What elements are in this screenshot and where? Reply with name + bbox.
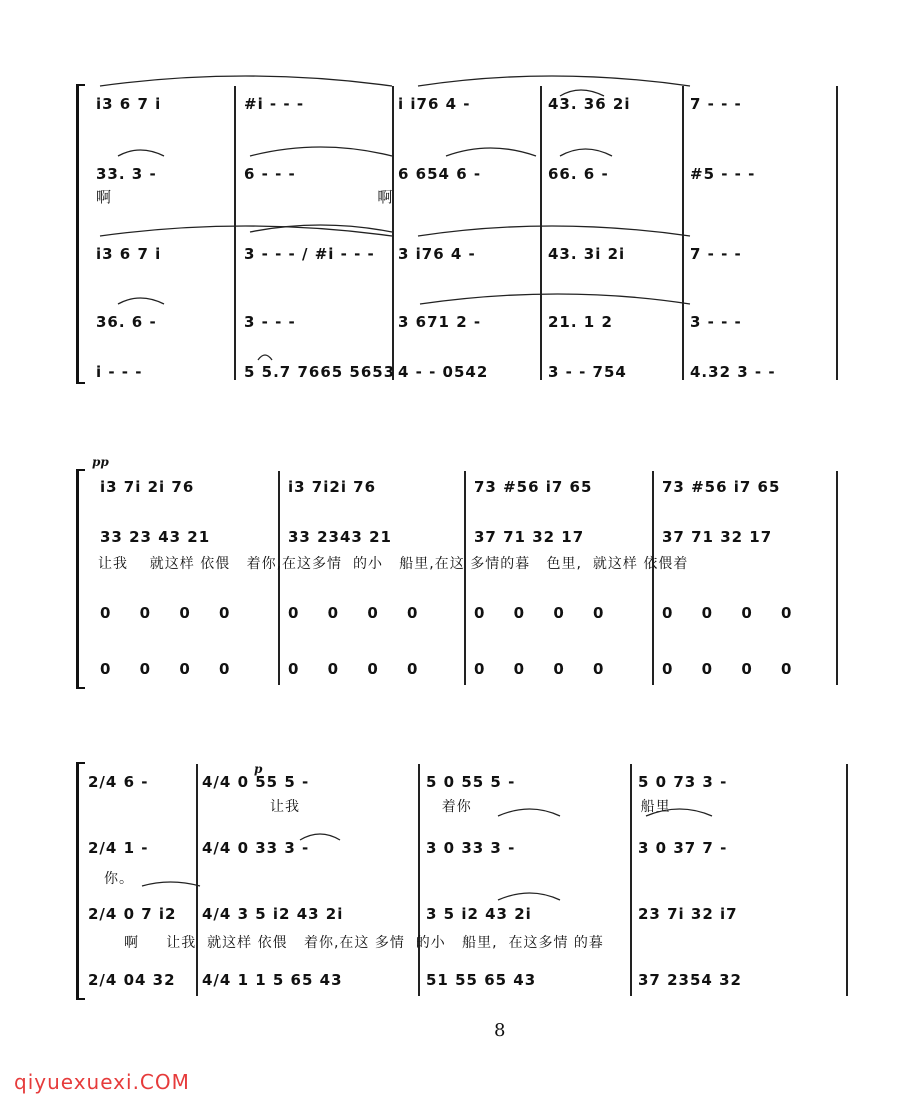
measure: 3 0 33 3 - <box>426 839 516 857</box>
measure: 6 654 6 - <box>398 165 482 183</box>
measure: 73 #56 i7 65 <box>474 478 593 496</box>
measure: 33 23 43 21 <box>100 528 211 546</box>
measure: 0 0 0 0 <box>662 604 793 622</box>
measure: 5 0 55 5 - <box>426 773 516 791</box>
page-number: 8 <box>494 1020 506 1041</box>
measure: 33 2343 21 <box>288 528 392 546</box>
lyric-line: 让我 就这样 依偎 着你,在这多情 的小 船里,在这 多情的暮 色里, 就这样 依偎着 <box>98 556 689 572</box>
measure: 3 0 37 7 - <box>638 839 728 857</box>
measure: 37 2354 32 <box>638 971 742 989</box>
measure: #i - - - <box>244 95 305 113</box>
lyric-line: 啊 让我 就这样 依偎 着你,在这 多情 的小 船里, 在这多情 的暮 <box>124 935 604 951</box>
measure: #5 - - - <box>690 165 756 183</box>
dynamic-marking: pp <box>92 455 109 469</box>
measure: i i76 4 - <box>398 95 471 113</box>
measure: 4/4 1 1 5 65 43 <box>202 971 343 989</box>
measure: 0 0 0 0 <box>474 604 605 622</box>
measure: 2/4 0 7 i2 <box>88 905 177 923</box>
measure: i3 7i 2i 76 <box>100 478 195 496</box>
measure: i3 7i2i 76 <box>288 478 377 496</box>
lyric-line: 你。 <box>104 871 134 887</box>
measure: 7 - - - <box>690 245 742 263</box>
measure: 2/4 1 - <box>88 839 149 857</box>
measure: 51 55 65 43 <box>426 971 537 989</box>
measure: i3 6 7 i <box>96 95 162 113</box>
measure: 4/4 0 33 3 - <box>202 839 310 857</box>
measure: 37 71 32 17 <box>662 528 773 546</box>
measure: 73 #56 i7 65 <box>662 478 781 496</box>
watermark: qiyuexuexi.COM <box>14 1070 190 1094</box>
measure: 2/4 04 32 <box>88 971 176 989</box>
measure: 4 - - 0542 <box>398 363 489 381</box>
measure: 6 - - - <box>244 165 296 183</box>
measure: 7 - - - <box>690 95 742 113</box>
measure: 21. 1 2 <box>548 313 613 331</box>
measure: 4/4 3 5 i2 43 2i <box>202 905 344 923</box>
dynamic-marking: p <box>254 762 263 776</box>
measure: 43. 3i 2i <box>548 245 626 263</box>
measure: 37 71 32 17 <box>474 528 585 546</box>
measure: 66. 6 - <box>548 165 609 183</box>
measure: 3 671 2 - <box>398 313 482 331</box>
lyric-line: 让我 着你 船里 <box>270 799 671 815</box>
measure: 0 0 0 0 <box>100 660 231 678</box>
measure: 0 0 0 0 <box>474 660 605 678</box>
measure: 3 5 i2 43 2i <box>426 905 532 923</box>
measure: 0 0 0 0 <box>288 660 419 678</box>
measure: 3 - - - <box>244 313 296 331</box>
measure: 4/4 0 55 5 - <box>202 773 310 791</box>
measure: 0 0 0 0 <box>662 660 793 678</box>
measure: 2/4 6 - <box>88 773 149 791</box>
measure: 5 5.7 7665 5653 <box>244 363 396 381</box>
measure: 23 7i 32 i7 <box>638 905 738 923</box>
measure: 5 0 73 3 - <box>638 773 728 791</box>
measure: 3 - - 754 <box>548 363 627 381</box>
measure: 33. 3 - <box>96 165 157 183</box>
measure: 36. 6 - <box>96 313 157 331</box>
measure: 0 0 0 0 <box>288 604 419 622</box>
measure: 3 - - - / #i - - - <box>244 245 375 263</box>
lyric-line: 啊 啊 <box>96 188 394 206</box>
measure: 3 i76 4 - <box>398 245 476 263</box>
measure: 4.32 3 - - <box>690 363 776 381</box>
measure: i - - - <box>96 363 143 381</box>
measure: 43. 36 2i <box>548 95 631 113</box>
measure: 3 - - - <box>690 313 742 331</box>
measure: i3 6 7 i <box>96 245 162 263</box>
measure: 0 0 0 0 <box>100 604 231 622</box>
